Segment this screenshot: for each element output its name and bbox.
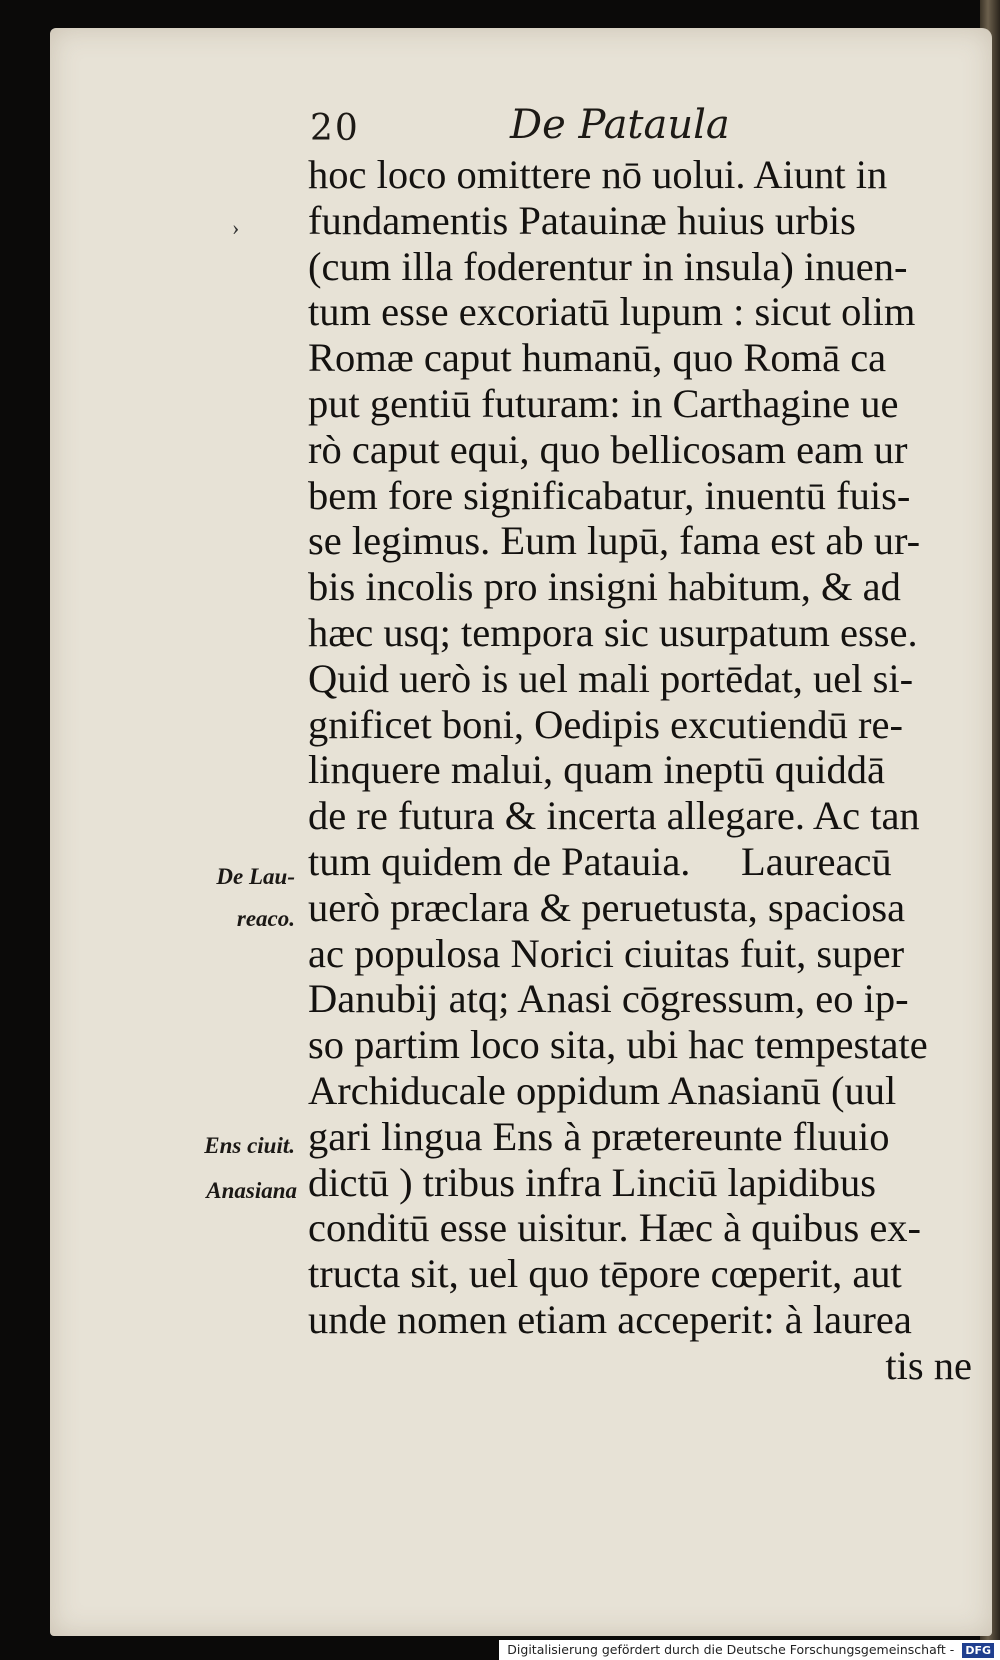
text-line: conditū esse uisitur. Hæc à quibus ex- <box>308 1205 922 1251</box>
text-line: linquere malui, quam ineptū quiddā <box>308 747 885 793</box>
stray-margin-mark: › <box>232 215 240 240</box>
digitization-credit: Digitalisierung gefördert durch die Deutsche Forschungsgemeinschaft - <box>507 1642 955 1657</box>
catchword: tis ne <box>885 1342 972 1388</box>
text-line: hoc loco omittere nō uolui. Aiunt in <box>308 152 888 197</box>
text-line: ac populosa Norici ciuitas fuit, super <box>308 930 905 976</box>
text-line: se legimus. Eum lupū, fama est ab ur- <box>308 518 921 564</box>
text-line: uerò præclara & peruetusta, spaciosa <box>308 884 906 930</box>
digitization-credit-bar <box>499 1640 1000 1660</box>
text-line: bis incolis pro insigni habitum, & ad <box>308 564 901 610</box>
page-number: 20 <box>310 108 360 149</box>
text-line: tructa sit, uel quo tēpore cœperit, aut <box>308 1251 902 1297</box>
text-line: Archiducale oppidum Anasianū (uul <box>308 1067 897 1113</box>
text-line: so partim loco sita, ubi hac tempestate <box>308 1022 928 1068</box>
text-line: de re futura & incerta allegare. Ac tan <box>308 793 920 839</box>
margin-note-anasiana: Anasiana <box>206 1178 297 1203</box>
text-line: bem fore significabatur, inuentū fuis- <box>308 472 911 518</box>
body-text <box>308 152 978 1389</box>
text-line: Quid uerò is uel mali portēdat, uel si- <box>308 655 914 701</box>
margin-note-de-laureaco-2: reaco. <box>236 906 295 931</box>
text-line: hæc usq; tempora sic usurpatum esse. <box>308 609 918 655</box>
text-line: put gentiū futuram: in Carthagine ue <box>308 380 899 426</box>
dfg-logo: DFG <box>962 1643 994 1658</box>
text-line: unde nomen etiam acceperit: à laurea <box>308 1296 912 1342</box>
margin-note-ens-ciuit: Ens ciuit. <box>204 1133 295 1158</box>
margin-note-de-laureaco-1: De Lau- <box>216 864 295 889</box>
text-line: tum quidem de Patauia. Laureacū <box>308 838 892 884</box>
running-head: De Pataula <box>510 102 730 148</box>
text-line: (cum illa foderentur in insula) inuen- <box>308 243 908 289</box>
text-line: rò caput equi, quo bellicosam eam ur <box>308 426 908 472</box>
text-line: tum esse excoriatū lupum : sicut olim <box>308 289 916 335</box>
text-line: gari lingua Ens à prætereunte fluuio <box>308 1113 890 1159</box>
text-line: dictū ) tribus infra Linciū lapidibus <box>308 1159 877 1205</box>
text-line: gnificet boni, Oedipis excutiendū re- <box>308 701 903 747</box>
text-line: Danubij atq; Anasi cōgressum, eo ip- <box>308 976 909 1022</box>
text-line: Romæ caput humanū, quo Romā ca <box>308 335 887 381</box>
text-line: fundamentis Patauinæ huius urbis <box>308 197 856 243</box>
